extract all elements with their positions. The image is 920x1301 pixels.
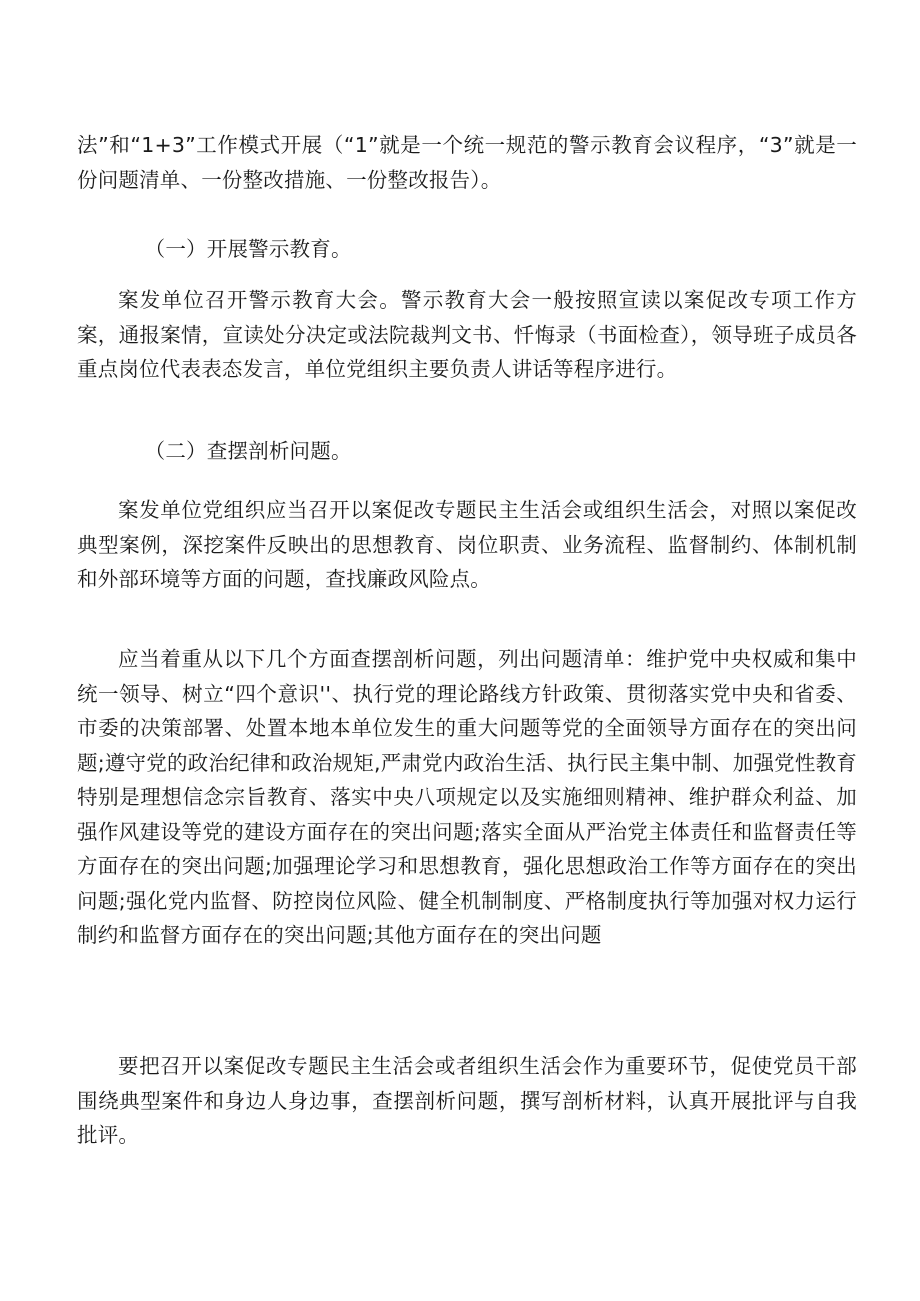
paragraph-criticism-self-criticism: 要把召开以案促改专题民主生活会或者组织生活会作为重要环节，促使党员干部围绕典型案件和身边人身边事，查摆剖析问题，撰写剖析材料，认真开展批评与自我批评。 <box>77 1054 857 1147</box>
paragraph-party-life-meeting: 案发单位党组织应当召开以案促改专题民主生活会或组织生活会，对照以案促改典型案例，深挖案件反映出的思想教育、岗位职责、业务流程、监督制约、体制机制和外部环境等方面的问题，查找廉政风险点。 <box>77 498 857 591</box>
section-heading-analyze-problems: （二）查摆剖析问题。 <box>144 439 352 463</box>
section-heading-warning-education: （一）开展警示教育。 <box>144 237 352 261</box>
paragraph-work-mode-continuation: 法”和“1+3”工作模式开展（“1”就是一个统一规范的警示教育会议程序，“3”就是一份问题清单、一份整改措施、一份整改报告）。 <box>77 133 857 192</box>
paragraph-problem-list: 应当着重从以下几个方面查摆剖析问题，列出问题清单：维护党中央权威和集中统一领导、树立“四个意识''、执行党的理论路线方针政策、贯彻落实党中央和省委、市委的决策部署、处置本地本单位发生的重大问题等党的全面领导方面存在的突出问题;遵守党的政治纪律和政治规矩,严肃党内政治生活、执行民主集中制、加强党性教育特别是理想信念宗旨教育、落实中央八项规定以及实施细则精神、维护群众利益、加强作风建设等党的建设方面存在的突出问题;落实全面从严治党主体责任和监督责任等方面存在的突出问题;加强理论学习和思想教育，强化思想政治工作等方面存在的突出问题;强化党内监督、防控岗位风险、健全机制制度、严格制度执行等加强对权力运行制约和监督方面存在的突出问题;其他方面存在的突出问题 <box>77 647 857 947</box>
paragraph-warning-conference: 案发单位召开警示教育大会。警示教育大会一般按照宣读以案促改专项工作方案，通报案情，宣读处分决定或法院裁判文书、忏悔录（书面检查），领导班子成员各重点岗位代表表态发言，单位党组织主要负责人讲话等程序进行。 <box>77 288 857 381</box>
